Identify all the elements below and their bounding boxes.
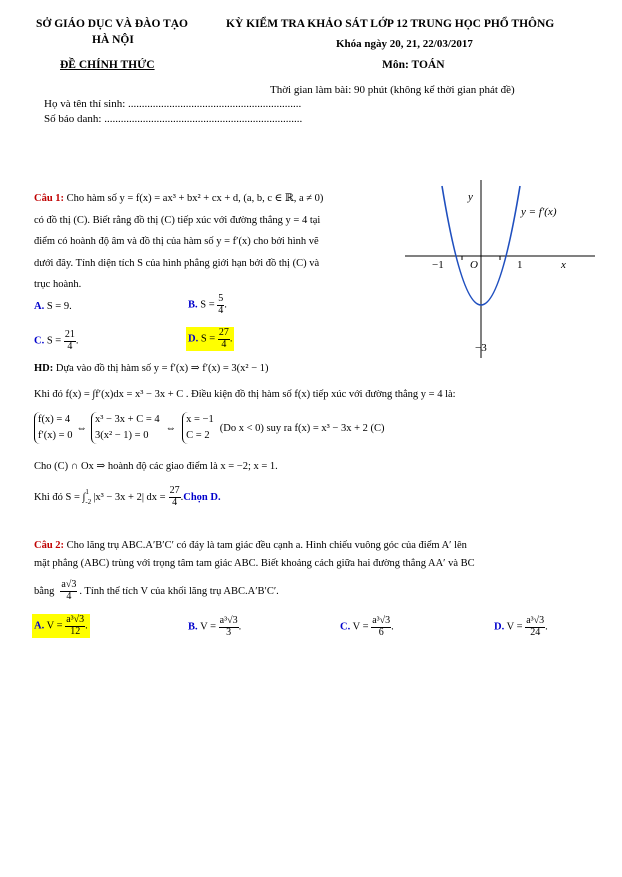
q2-option-a-den: 12 [70, 625, 81, 637]
hd-label: HD: [34, 363, 54, 374]
q1-option-d-label: D. [188, 333, 199, 345]
q2-line3-pre: bằng [34, 585, 55, 597]
q2-line3 [34, 580, 279, 602]
hd-integral-pre: Khi đó S = ∫ [34, 491, 86, 503]
q2-option-b-den: 3 [226, 626, 232, 638]
system-1-eq1: f(x) = 4 [38, 414, 71, 425]
hd-line1-text: Dựa vào đồ thị hàm số y = f′(x) ⇒ f′(x) = 3(x² − 1) [55, 363, 269, 374]
q1-option-b-den: 4 [218, 304, 224, 316]
integral-lower: -2 [85, 498, 92, 506]
system-3 [182, 412, 214, 444]
system-3-eq2: C = 2 [186, 430, 210, 441]
y-axis-label: y [468, 191, 473, 203]
q1-option-b[interactable]: B. S = $\frac{5}{4}$ . [188, 293, 227, 316]
q2-option-d-den: 24 [530, 626, 541, 638]
hd-line4: Cho (C) ∩ Ox ⇒ hoành độ các giao điểm là x = −2; x = 1. [34, 461, 278, 472]
q2-label: Câu 2: [34, 540, 65, 551]
q2-line2: mặt phẳng (ABC) trùng với trọng tâm tam giác ABC. Biết khoảng cách giữa hai đường thẳng AA′ và BC [34, 557, 475, 569]
derivative-graph [405, 180, 605, 360]
system-1-eq2: f′(x) = 0 [38, 430, 73, 441]
q2-option-b[interactable]: B. V = $\frac{\text{a³√3}}{3}$ . [188, 615, 242, 638]
equiv-2: ⇔ [165, 422, 177, 434]
tick-neg3-label: −3 [475, 342, 487, 354]
hd-result-num: 27 [169, 485, 180, 496]
dept-line2: HÀ NỘI [92, 34, 134, 46]
q1-label: Câu 1: [34, 193, 65, 204]
q2-line1: Cho lăng trụ ABC.A′B′C′ có đáy là tam giác đều cạnh a. Hình chiếu vuông góc của điểm A′ lên [66, 540, 467, 551]
q1-option-c-num: 21 [64, 329, 75, 340]
q1-option-b-num: 5 [218, 293, 224, 304]
hd-line5-end: . [180, 491, 184, 503]
q2-option-c-den: 6 [378, 626, 384, 638]
system-2-eq2: 3(x² − 1) = 0 [94, 430, 149, 441]
hd-line3-tail: (Do x < 0) suy ra f(x) = x³ − 3x + 2 (C) [219, 422, 385, 434]
q1-option-c[interactable]: C. S = $\frac{21}{4}$ . [34, 329, 79, 352]
origin-label: O [470, 259, 478, 271]
equiv-1: ⇔ [76, 422, 87, 434]
subject: Môn: TOÁN [382, 59, 445, 71]
q1-option-a[interactable] [34, 301, 72, 312]
q1-line2: có đồ thị (C). Biết rằng đồ thị (C) tiếp xúc với đường thẳng y = 4 tại [34, 214, 321, 226]
q2-option-c-pre: V = [352, 621, 369, 633]
hd-choose: Chọn D. [183, 491, 221, 503]
q2-option-a-pre: V = [46, 620, 63, 632]
q2-option-c[interactable]: C. V = $\frac{\text{a³√3}}{6}$ . [340, 615, 394, 638]
candidate-name: Họ và tên thí sinh: ............................................................... [44, 98, 302, 110]
q1-line3: điểm có hoành độ âm và đồ thị của hàm số y = f′(x) cho bởi hình vẽ [34, 236, 319, 247]
q2-option-d[interactable]: D. V = $\frac{\text{a³√3}}{24}$ . [494, 615, 548, 638]
hd-line2: Khi đó f(x) = ∫f′(x)dx = x³ − 3x + C . Điều kiện đồ thị hàm số f(x) tiếp xúc với đường thẳng y = 4 là: [34, 389, 456, 400]
hd-system [34, 412, 385, 444]
dept-line1: SỞ GIÁO DỤC VÀ ĐÀO TẠO [36, 18, 188, 30]
q1-option-a-text: S = 9. [46, 301, 72, 312]
q1-stem [34, 188, 398, 296]
system-2-eq1: x³ − 3x + C = 4 [94, 414, 160, 425]
curve-label: y = f′(x) [521, 206, 557, 218]
duration: Thời gian làm bài: 90 phút (không kể thời gian phát đề) [270, 84, 515, 96]
hd-integrand: |x³ − 3x + 2| dx = [93, 491, 166, 503]
candidate-id: Số báo danh: ........................................................................ [44, 113, 303, 125]
integral-limits [85, 487, 91, 507]
q1-option-d-num: 27 [218, 327, 229, 338]
q1-option-b-pre: S = [200, 299, 215, 311]
q2-option-a-label: A. [34, 620, 45, 632]
exam-date: Khóa ngày 20, 21, 22/03/2017 [336, 38, 473, 50]
q2-stem [34, 537, 590, 572]
q1-option-c-pre: S = [46, 335, 62, 347]
q2-option-b-pre: V = [200, 621, 217, 633]
q2-line3-den: 4 [66, 590, 72, 602]
official-label: ĐỀ CHÍNH THỨC [60, 59, 155, 71]
q2-option-c-label: C. [340, 621, 351, 633]
q2-line3-num: a√3 [61, 579, 77, 590]
q2-option-b-label: B. [188, 621, 198, 633]
q2-line3-post: . Tính thể tích V của khối lăng trụ ABC.A′B′C′. [79, 585, 279, 597]
system-2 [91, 412, 160, 444]
q1-line1: Cho hàm số y = f(x) = ax³ + bx² + cx + d, (a, b, c ∈ ℝ, a ≠ 0) [66, 193, 324, 204]
tick-neg1-label: −1 [432, 259, 444, 271]
q1-option-c-label: C. [34, 335, 45, 347]
tick-1-label: 1 [517, 259, 523, 271]
q2-option-d-label: D. [494, 621, 505, 633]
q1-line5: trục hoành. [34, 279, 82, 290]
q1-option-d-pre: S = [200, 333, 216, 345]
q2-option-d-pre: V = [506, 621, 523, 633]
q1-option-d[interactable]: D. S = $\frac{27}{4}$ . [188, 327, 233, 350]
hd-line5 [34, 486, 221, 508]
exam-title: KỲ KIỂM TRA KHẢO SÁT LỚP 12 TRUNG HỌC PHỔ THÔNG [226, 18, 555, 30]
q1-option-a-label: A. [34, 301, 45, 312]
q2-option-b-num: a³√3 [219, 615, 238, 626]
q2-option-c-num: a³√3 [372, 615, 391, 626]
q2-option-d-num: a³√3 [526, 615, 545, 626]
x-axis-label: x [561, 259, 566, 271]
q1-option-d-den: 4 [221, 338, 227, 350]
q2-option-a-num: a³√3 [66, 614, 85, 625]
system-3-eq1: x = −1 [186, 414, 214, 425]
q1-option-c-den: 4 [67, 340, 73, 352]
hd-line1 [34, 362, 269, 374]
q2-option-a[interactable]: A. V = $\frac{\text{a³√3}}{12}$ . [34, 614, 88, 637]
system-1 [34, 412, 72, 444]
q1-option-b-label: B. [188, 299, 198, 311]
q1-line4: dưới đây. Tính diện tích S của hình phẳng giới hạn bởi đồ thị (C) và [34, 257, 320, 269]
integral-upper: 1 [85, 488, 89, 496]
hd-result-den: 4 [172, 496, 178, 508]
